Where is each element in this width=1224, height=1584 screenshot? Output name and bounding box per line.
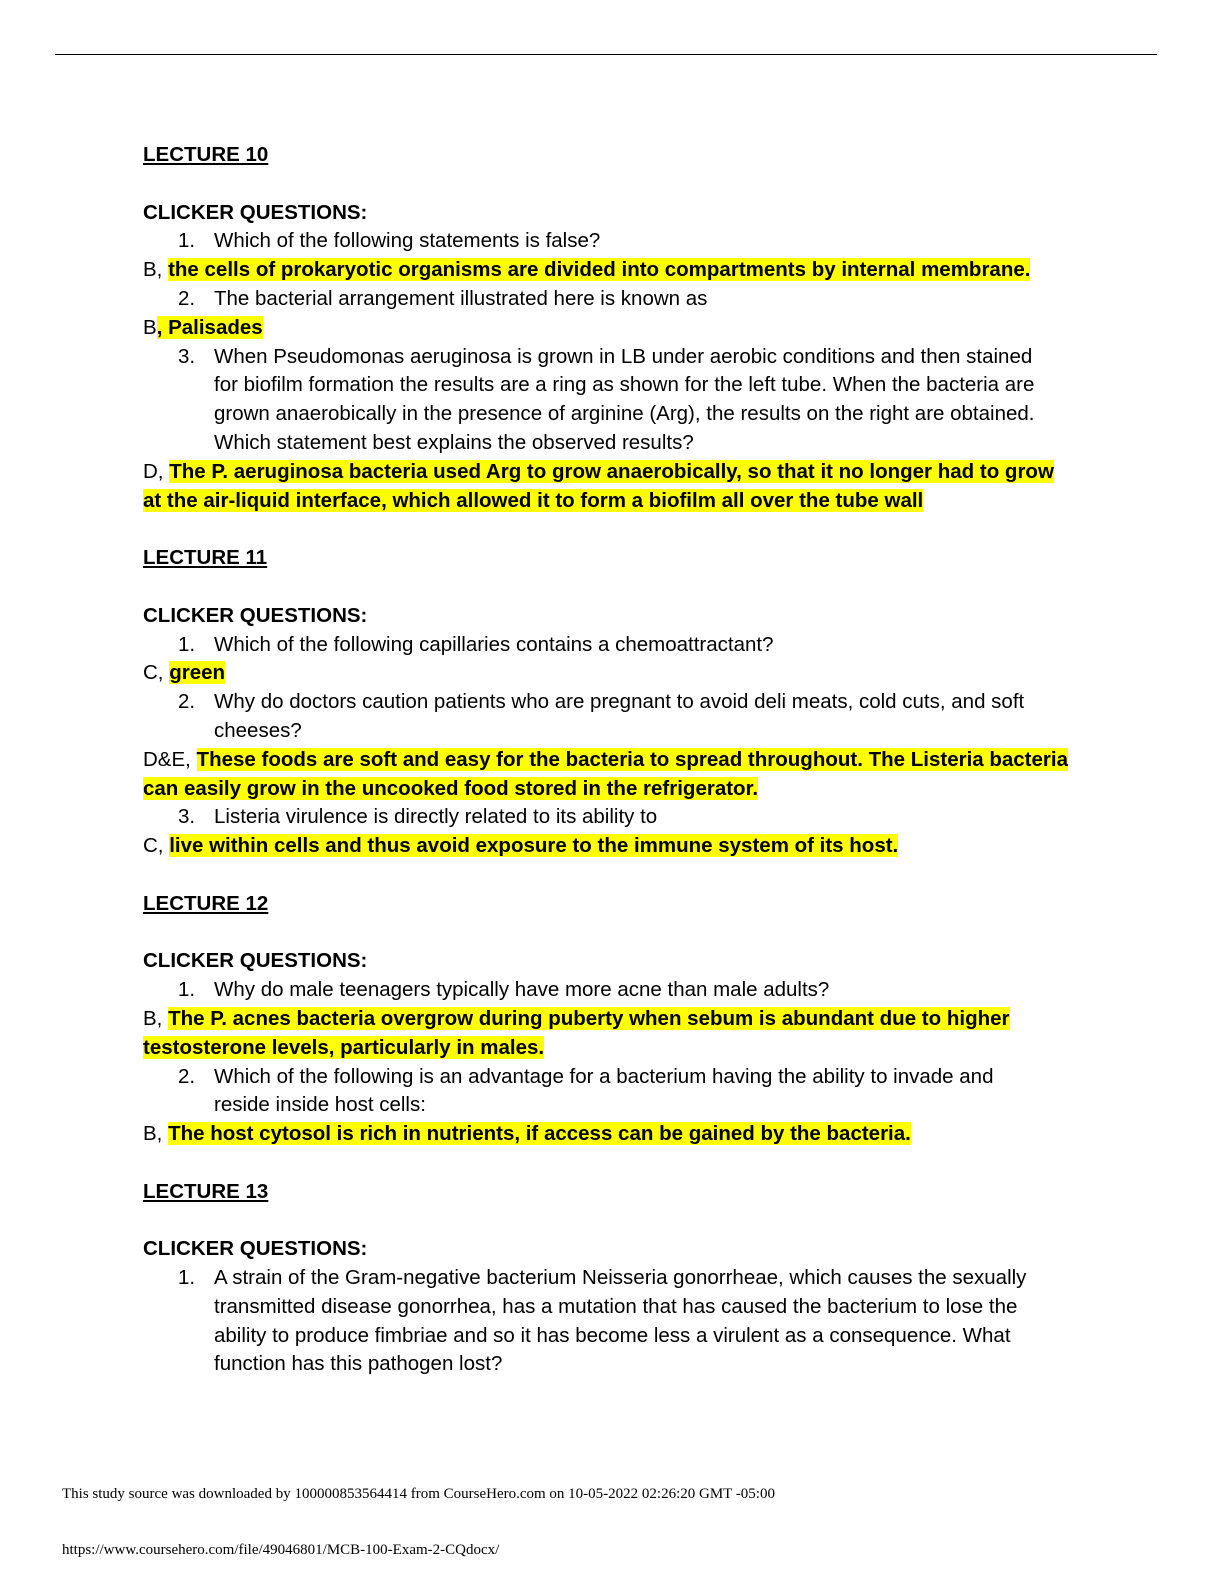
question-text: Why do male teenagers typically have more acne than male adults?: [214, 978, 830, 1002]
question-number: 1.: [178, 978, 196, 1002]
question: [143, 976, 1073, 1005]
question-text: A strain of the Gram-negative bacterium Neisseria gonorrheae, which causes the sexually transmitted disease gonorrhea, has a mutation that has caused the bacterium to lose the ability to produce fimbriae and so it has become less a virulent as a consequence. What function has this pathogen lost?: [214, 1266, 1027, 1376]
answer-highlight: The P. acnes bacteria overgrow during puberty when sebum is abundant due to higher testosterone levels, particularly in males.: [143, 1006, 1010, 1059]
answer: [143, 314, 1073, 343]
answer: [143, 1120, 1073, 1149]
question-number: 3.: [178, 805, 196, 829]
question-number: 3.: [178, 344, 196, 368]
question: [143, 688, 1073, 746]
answer: [143, 458, 1073, 516]
lecture-heading: LECTURE 10: [143, 143, 269, 166]
question: [143, 285, 1073, 314]
question-text: When Pseudomonas aeruginosa is grown in LB under aerobic conditions and then stained for biofilm formation the results are a ring as shown for the left tube. When the bacteria are grown anaerobically in the presence of arginine (Arg), the results on the right are obtained. Which statement best explains the observed results?: [214, 344, 1035, 454]
question-text: Why do doctors caution patients who are pregnant to avoid deli meats, cold cuts, and soft cheeses?: [214, 690, 1025, 742]
question-text: Which of the following is an advantage for a bacterium having the ability to invade and reside inside host cells:: [214, 1064, 994, 1117]
question-number: 2.: [178, 1064, 196, 1088]
answer-letter: C,: [143, 834, 170, 858]
question: [143, 1264, 1073, 1379]
question-text: The bacterial arrangement illustrated here is known as: [214, 286, 708, 310]
answer-highlight: the cells of prokaryotic organisms are divided into compartments by internal membrane.: [168, 258, 1031, 282]
answer-letter: C,: [143, 661, 170, 685]
lecture-heading: LECTURE 12: [143, 891, 269, 915]
lecture-section: [143, 1178, 1073, 1380]
answer-letter: B: [143, 315, 157, 339]
answer-highlight: live within cells and thus avoid exposure to the immune system of its host.: [169, 834, 899, 858]
answer: [143, 659, 1073, 688]
section-label: CLICKER QUESTIONS:: [143, 603, 368, 627]
lecture-heading: LECTURE 11: [143, 546, 268, 570]
question-number: 2.: [178, 690, 196, 714]
lecture-heading: LECTURE 13: [143, 1179, 269, 1203]
question: [143, 1063, 1073, 1121]
answer-highlight: The host cytosol is rich in nutrients, if access can be gained by the bacteria.: [168, 1122, 911, 1146]
answer-highlight: , Palisades: [156, 315, 263, 339]
question: [143, 227, 1073, 256]
answer-highlight: green: [169, 661, 226, 685]
section-label: CLICKER QUESTIONS:: [143, 1237, 368, 1261]
question-number: 1.: [178, 1266, 196, 1290]
lecture-section: [143, 141, 1073, 515]
section-label: CLICKER QUESTIONS:: [143, 200, 368, 224]
answer-highlight: These foods are soft and easy for the bacteria to spread throughout. The Listeria bacteria can easily grow in the uncooked food stored in the refrigerator.: [143, 747, 1068, 800]
question-number: 2.: [178, 286, 196, 310]
question-text: Listeria virulence is directly related to its ability to: [214, 805, 658, 829]
document-body: [143, 141, 1073, 1379]
answer-letter: B,: [143, 258, 169, 282]
lecture-section: [143, 890, 1073, 1149]
question: [143, 343, 1073, 458]
top-divider: [55, 54, 1157, 55]
answer-letter: B,: [143, 1006, 169, 1030]
question: [143, 631, 1073, 660]
download-source-notice: This study source was downloaded by 100000853564414 from CourseHero.com on 10-05-2022 02:26:20 GMT -05:00: [62, 1486, 775, 1502]
question-text: Which of the following statements is false?: [214, 229, 601, 253]
answer: [143, 832, 1073, 861]
answer-letter: B,: [143, 1122, 169, 1146]
question-text: Which of the following capillaries contains a chemoattractant?: [214, 632, 774, 656]
section-label: CLICKER QUESTIONS:: [143, 949, 368, 973]
question: [143, 803, 1073, 832]
answer-letter: D,: [143, 459, 170, 483]
question-number: 1.: [178, 632, 196, 656]
answer: [143, 1005, 1073, 1063]
answer: [143, 256, 1073, 285]
answer: [143, 746, 1073, 804]
answer-highlight: The P. aeruginosa bacteria used Arg to grow anaerobically, so that it no longer had to grow at the air-liquid interface, which allowed it to form a biofilm all over the tube wall: [143, 459, 1054, 512]
source-url: https://www.coursehero.com/file/49046801/MCB-100-Exam-2-CQdocx/: [62, 1542, 500, 1558]
lecture-section: [143, 544, 1073, 861]
question-number: 1.: [178, 229, 196, 253]
answer-letter: D&E,: [143, 747, 197, 771]
